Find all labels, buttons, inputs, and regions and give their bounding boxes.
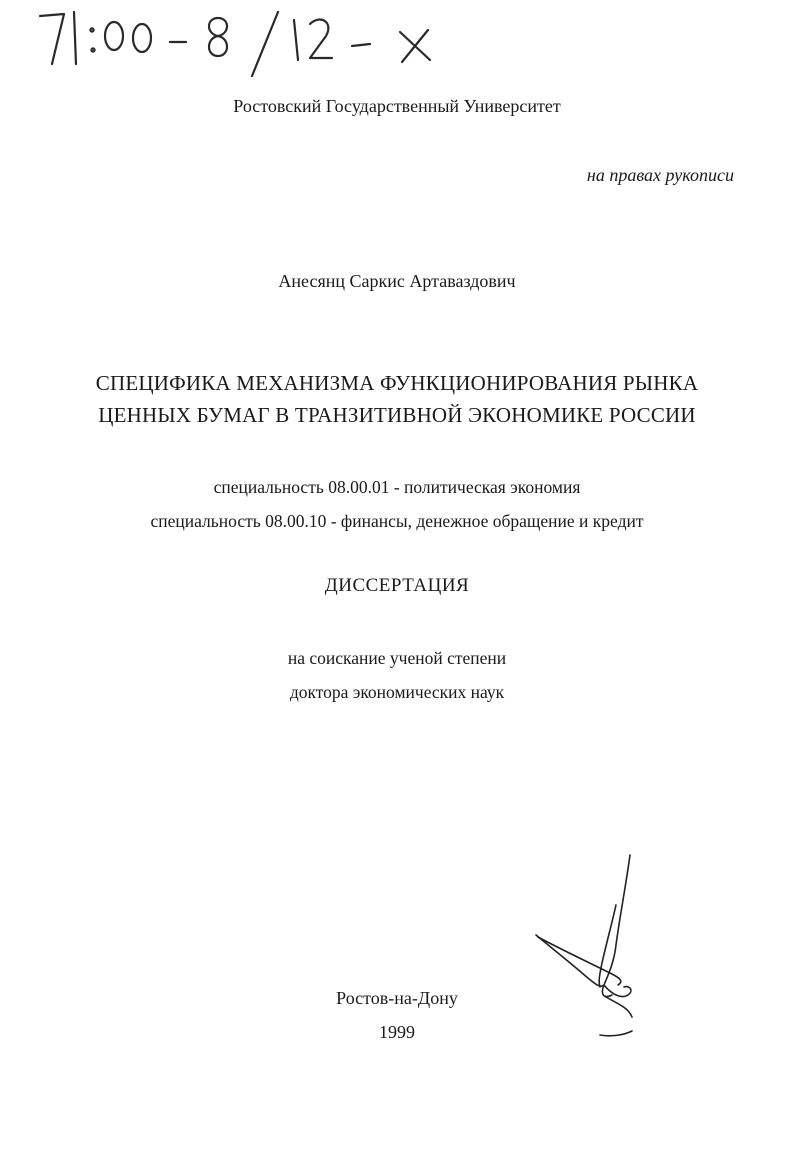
degree-line-2: доктора экономических наук <box>289 682 505 702</box>
university-name: Ростовский Государственный Университет <box>233 96 561 116</box>
year: 1999 <box>379 1022 415 1042</box>
specialty-1: специальность 08.00.01 - политическая экономия <box>213 477 581 497</box>
handwritten-archive-code <box>30 2 450 82</box>
dissertation-title <box>0 367 794 431</box>
title-line-1: СПЕЦИФИКА МЕХАНИЗМА ФУНКЦИОНИРОВАНИЯ РЫНКА <box>95 371 699 395</box>
specialty-2: специальность 08.00.10 - финансы, денежное обращение и кредит <box>150 511 644 531</box>
document-type: ДИССЕРТАЦИЯ <box>324 575 470 596</box>
manuscript-note: на правах рукописи <box>586 165 734 185</box>
author-name: Анесянц Саркис Артаваздович <box>278 271 516 291</box>
signature-icon <box>520 845 660 1045</box>
title-line-2: ЦЕННЫХ БУМАГ В ТРАНЗИТИВНОЙ ЭКОНОМИКЕ РОССИИ <box>98 403 696 427</box>
city: Ростов-на-Дону <box>336 988 458 1008</box>
degree-line-1: на соискание ученой степени <box>287 648 507 668</box>
